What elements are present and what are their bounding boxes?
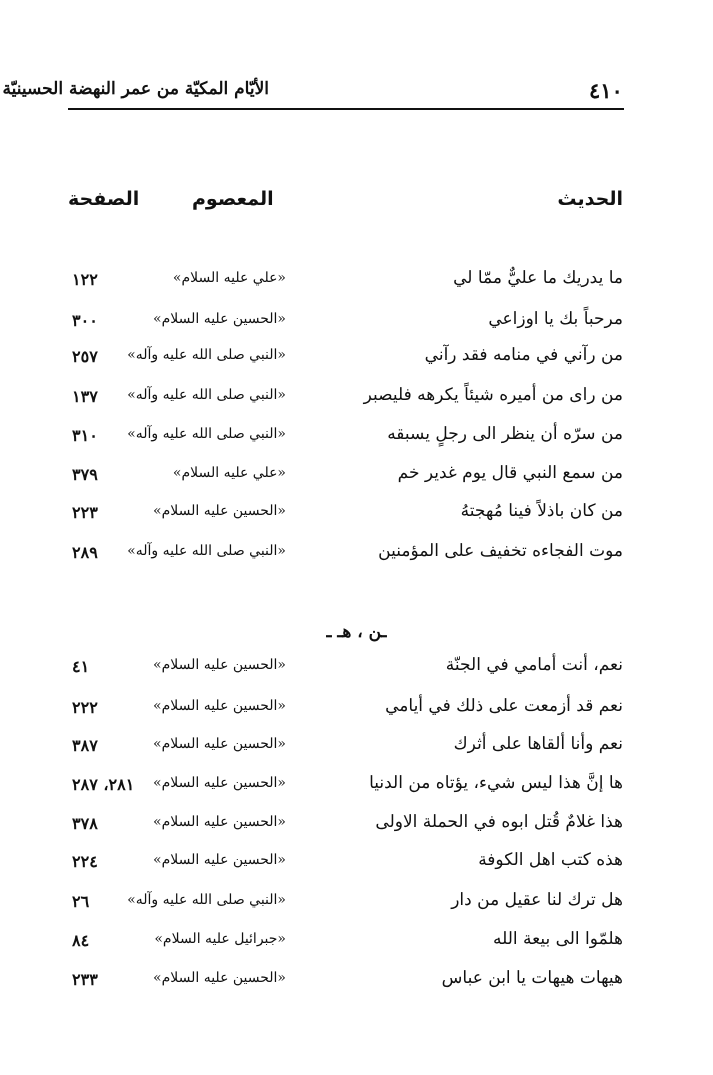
page-ref: ٢٢٤: [72, 852, 98, 871]
masum-name: «جبرائيل عليه السلام»: [154, 931, 286, 947]
page-ref: ٢٦: [72, 892, 90, 911]
hadith-text: ما يدريك ما عليٌّ ممّا لي: [453, 268, 623, 288]
page-ref: ٤١: [72, 657, 90, 676]
index-row: [0, 463, 713, 497]
page-ref: ٣٧٨: [72, 814, 98, 833]
masum-name: «الحسين عليه السلام»: [153, 311, 286, 327]
masum-name: «الحسين عليه السلام»: [153, 657, 286, 673]
hadith-text: من رآني في منامه فقد رآني: [424, 345, 623, 365]
hadith-text: هذا غلامٌ قُتل ابوه في الحملة الاولى: [375, 812, 623, 832]
column-heading-hadith: الحديث: [557, 188, 623, 210]
page-ref: ٢٢٣: [72, 503, 98, 522]
index-row: [0, 424, 713, 458]
masum-name: «الحسين عليه السلام»: [153, 775, 286, 791]
masum-name: «الحسين عليه السلام»: [153, 698, 286, 714]
index-row: [0, 812, 713, 846]
header-rule: [68, 108, 624, 110]
hadith-text: هيهات هيهات يا ابن عباس: [441, 968, 623, 988]
hadith-text: موت الفجاءه تخفيف على المؤمنين: [378, 541, 623, 561]
masum-name: «علي عليه السلام»: [172, 270, 286, 286]
hadith-text: ها إنَّ هذا ليس شيء، يؤتاه من الدنيا: [369, 773, 623, 793]
index-row: [0, 541, 713, 575]
index-row: [0, 734, 713, 768]
page-ref: ٣٨٧: [72, 736, 98, 755]
hadith-text: من راى من أميره شيئاً يكرهه فليصبر: [363, 385, 623, 405]
hadith-text: هذه كتب اهل الكوفة: [478, 850, 623, 870]
page-number: ٤١٠: [589, 78, 623, 103]
hadith-text: نعم قد أزمعت على ذلك في أيامي: [385, 696, 623, 716]
hadith-text: هل ترك لنا عقيل من دار: [451, 890, 623, 910]
page-ref: ٢٥٧: [72, 347, 98, 366]
index-row: [0, 850, 713, 884]
page-ref: ٣١٠: [72, 426, 98, 445]
index-row: [0, 696, 713, 730]
masum-name: «النبي صلى الله عليه وآله»: [127, 892, 286, 908]
page-ref: ١٢٢: [72, 270, 98, 289]
index-row: [0, 268, 713, 302]
hadith-text: نعم وأنا ألقاها على أثرك: [453, 734, 623, 754]
masum-name: «النبي صلى الله عليه وآله»: [127, 387, 286, 403]
hadith-text: من سرّه أن ينظر الى رجلٍ يسبقه: [387, 424, 623, 444]
index-row: [0, 385, 713, 419]
index-row: [0, 309, 713, 343]
page-ref: ٨٤: [72, 931, 90, 950]
page-ref: ٢٨١، ٢٨٧: [72, 775, 135, 794]
masum-name: «النبي صلى الله عليه وآله»: [127, 347, 286, 363]
hadith-text: من سمع النبي قال يوم غدير خم: [397, 463, 623, 483]
page-ref: ٢٣٣: [72, 970, 98, 989]
index-row: [0, 501, 713, 535]
hadith-text: مرحباً بك يا اوزاعي: [488, 309, 623, 329]
masum-name: «الحسين عليه السلام»: [153, 814, 286, 830]
hadith-text: هلمّوا الى بيعة الله: [492, 929, 623, 949]
masum-name: «النبي صلى الله عليه وآله»: [127, 426, 286, 442]
index-row: [0, 655, 713, 689]
masum-name: «النبي صلى الله عليه وآله»: [127, 543, 286, 559]
page-ref: ٢٢٢: [72, 698, 98, 717]
page-ref: ٣٧٩: [72, 465, 98, 484]
masum-name: «الحسين عليه السلام»: [153, 503, 286, 519]
masum-name: «الحسين عليه السلام»: [153, 736, 286, 752]
page-ref: ١٣٧: [72, 387, 98, 406]
column-heading-page: الصفحة: [68, 188, 140, 210]
index-row: [0, 929, 713, 963]
page-ref: ٢٨٩: [72, 543, 98, 562]
index-row: [0, 345, 713, 379]
hadith-text: نعم، أنت أمامي في الجنّة: [445, 655, 623, 675]
masum-name: «الحسين عليه السلام»: [153, 970, 286, 986]
hadith-text: من كان باذلاً فينا مُهجتهُ: [460, 501, 623, 521]
page-ref: ٣٠٠: [72, 311, 98, 330]
running-title: الأيّام المكيّة من عمر النهضة الحسينيّة: [2, 79, 269, 99]
masum-name: «الحسين عليه السلام»: [153, 852, 286, 868]
index-row: [0, 968, 713, 1002]
column-heading-masum: المعصوم: [192, 188, 274, 210]
masum-name: «علي عليه السلام»: [172, 465, 286, 481]
section-letter-heading: ـن ، هـ ـ: [326, 622, 387, 642]
index-row: [0, 773, 713, 807]
index-row: [0, 890, 713, 924]
